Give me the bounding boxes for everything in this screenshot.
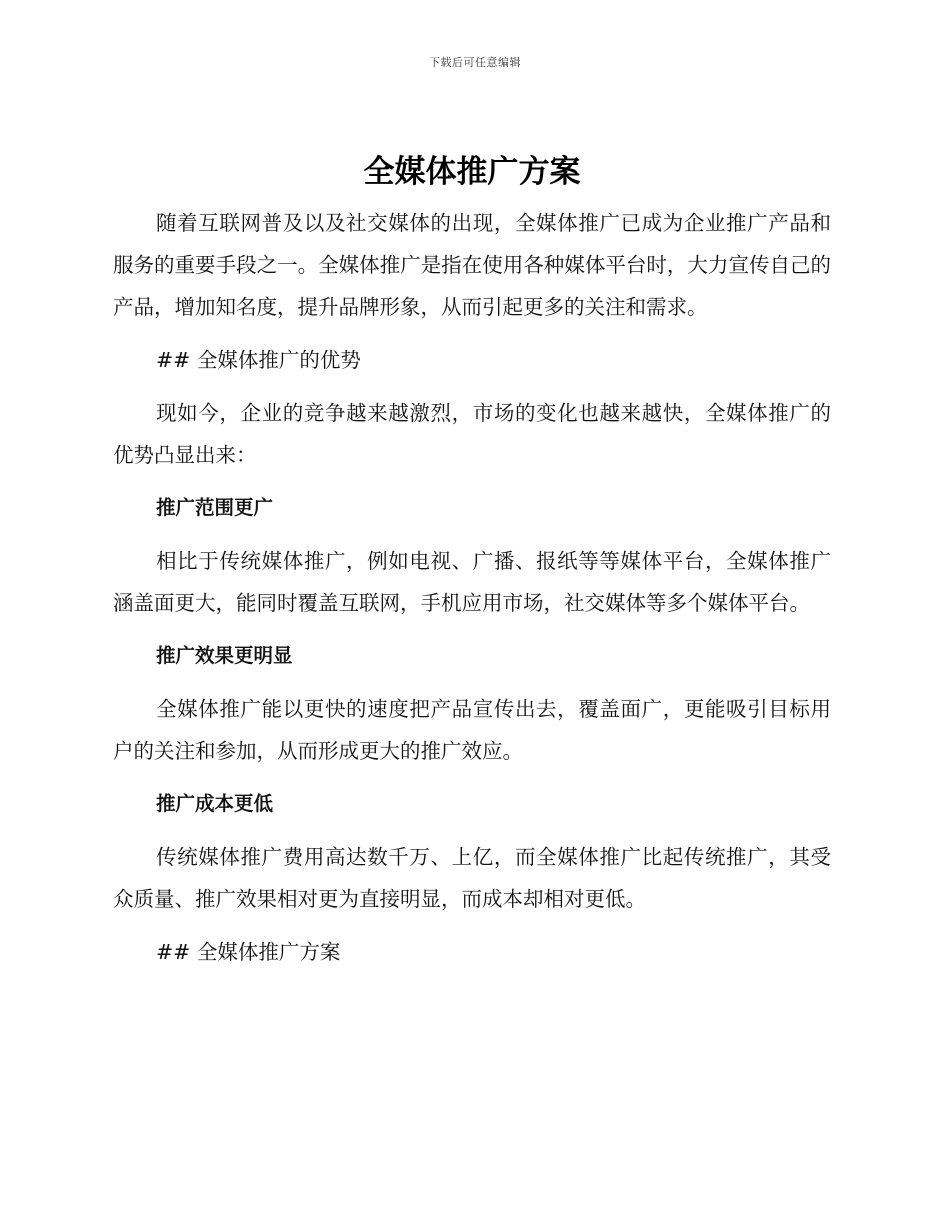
subheading-cost: 推广成本更低 (156, 792, 274, 815)
header-note: 下载后可任意编辑 (429, 56, 521, 69)
scope-paragraph: 相比于传统媒体推广，例如电视、广播、报纸等等媒体平台，全媒体推广涵盖面更大，能同时覆盖互联网，手机应用市场，社交媒体等多个媒体平台。 (113, 549, 831, 615)
intro-paragraph: 随着互联网普及以及社交媒体的出现，全媒体推广已成为企业推广产品和服务的重要手段之一。全媒体推广是指在使用各种媒体平台时，大力宣传自己的产品，增加知名度，提升品牌形象，从而引起更多的关注和需求。 (113, 211, 831, 319)
effect-paragraph: 全媒体推广能以更快的速度把产品宣传出去，覆盖面广，更能吸引目标用户的关注和参加，从而形成更大的推广效应。 (113, 697, 831, 763)
subheading-scope: 推广范围更广 (156, 496, 274, 519)
document-body (113, 150, 831, 973)
advantages-intro-paragraph: 现如今，企业的竞争越来越激烈，市场的变化也越来越快，全媒体推广的优势凸显出来： (113, 401, 831, 467)
cost-paragraph: 传统媒体推广费用高达数千万、上亿，而全媒体推广比起传统推广，其受众质量、推广效果相对更为直接明显，而成本却相对更低。 (113, 845, 831, 911)
subheading-effect: 推广效果更明显 (156, 644, 293, 667)
section-heading-plan: ## 全媒体推广方案 (156, 940, 341, 964)
document-title: 全媒体推广方案 (363, 154, 581, 190)
section-heading-advantages: ## 全媒体推广的优势 (156, 348, 361, 372)
